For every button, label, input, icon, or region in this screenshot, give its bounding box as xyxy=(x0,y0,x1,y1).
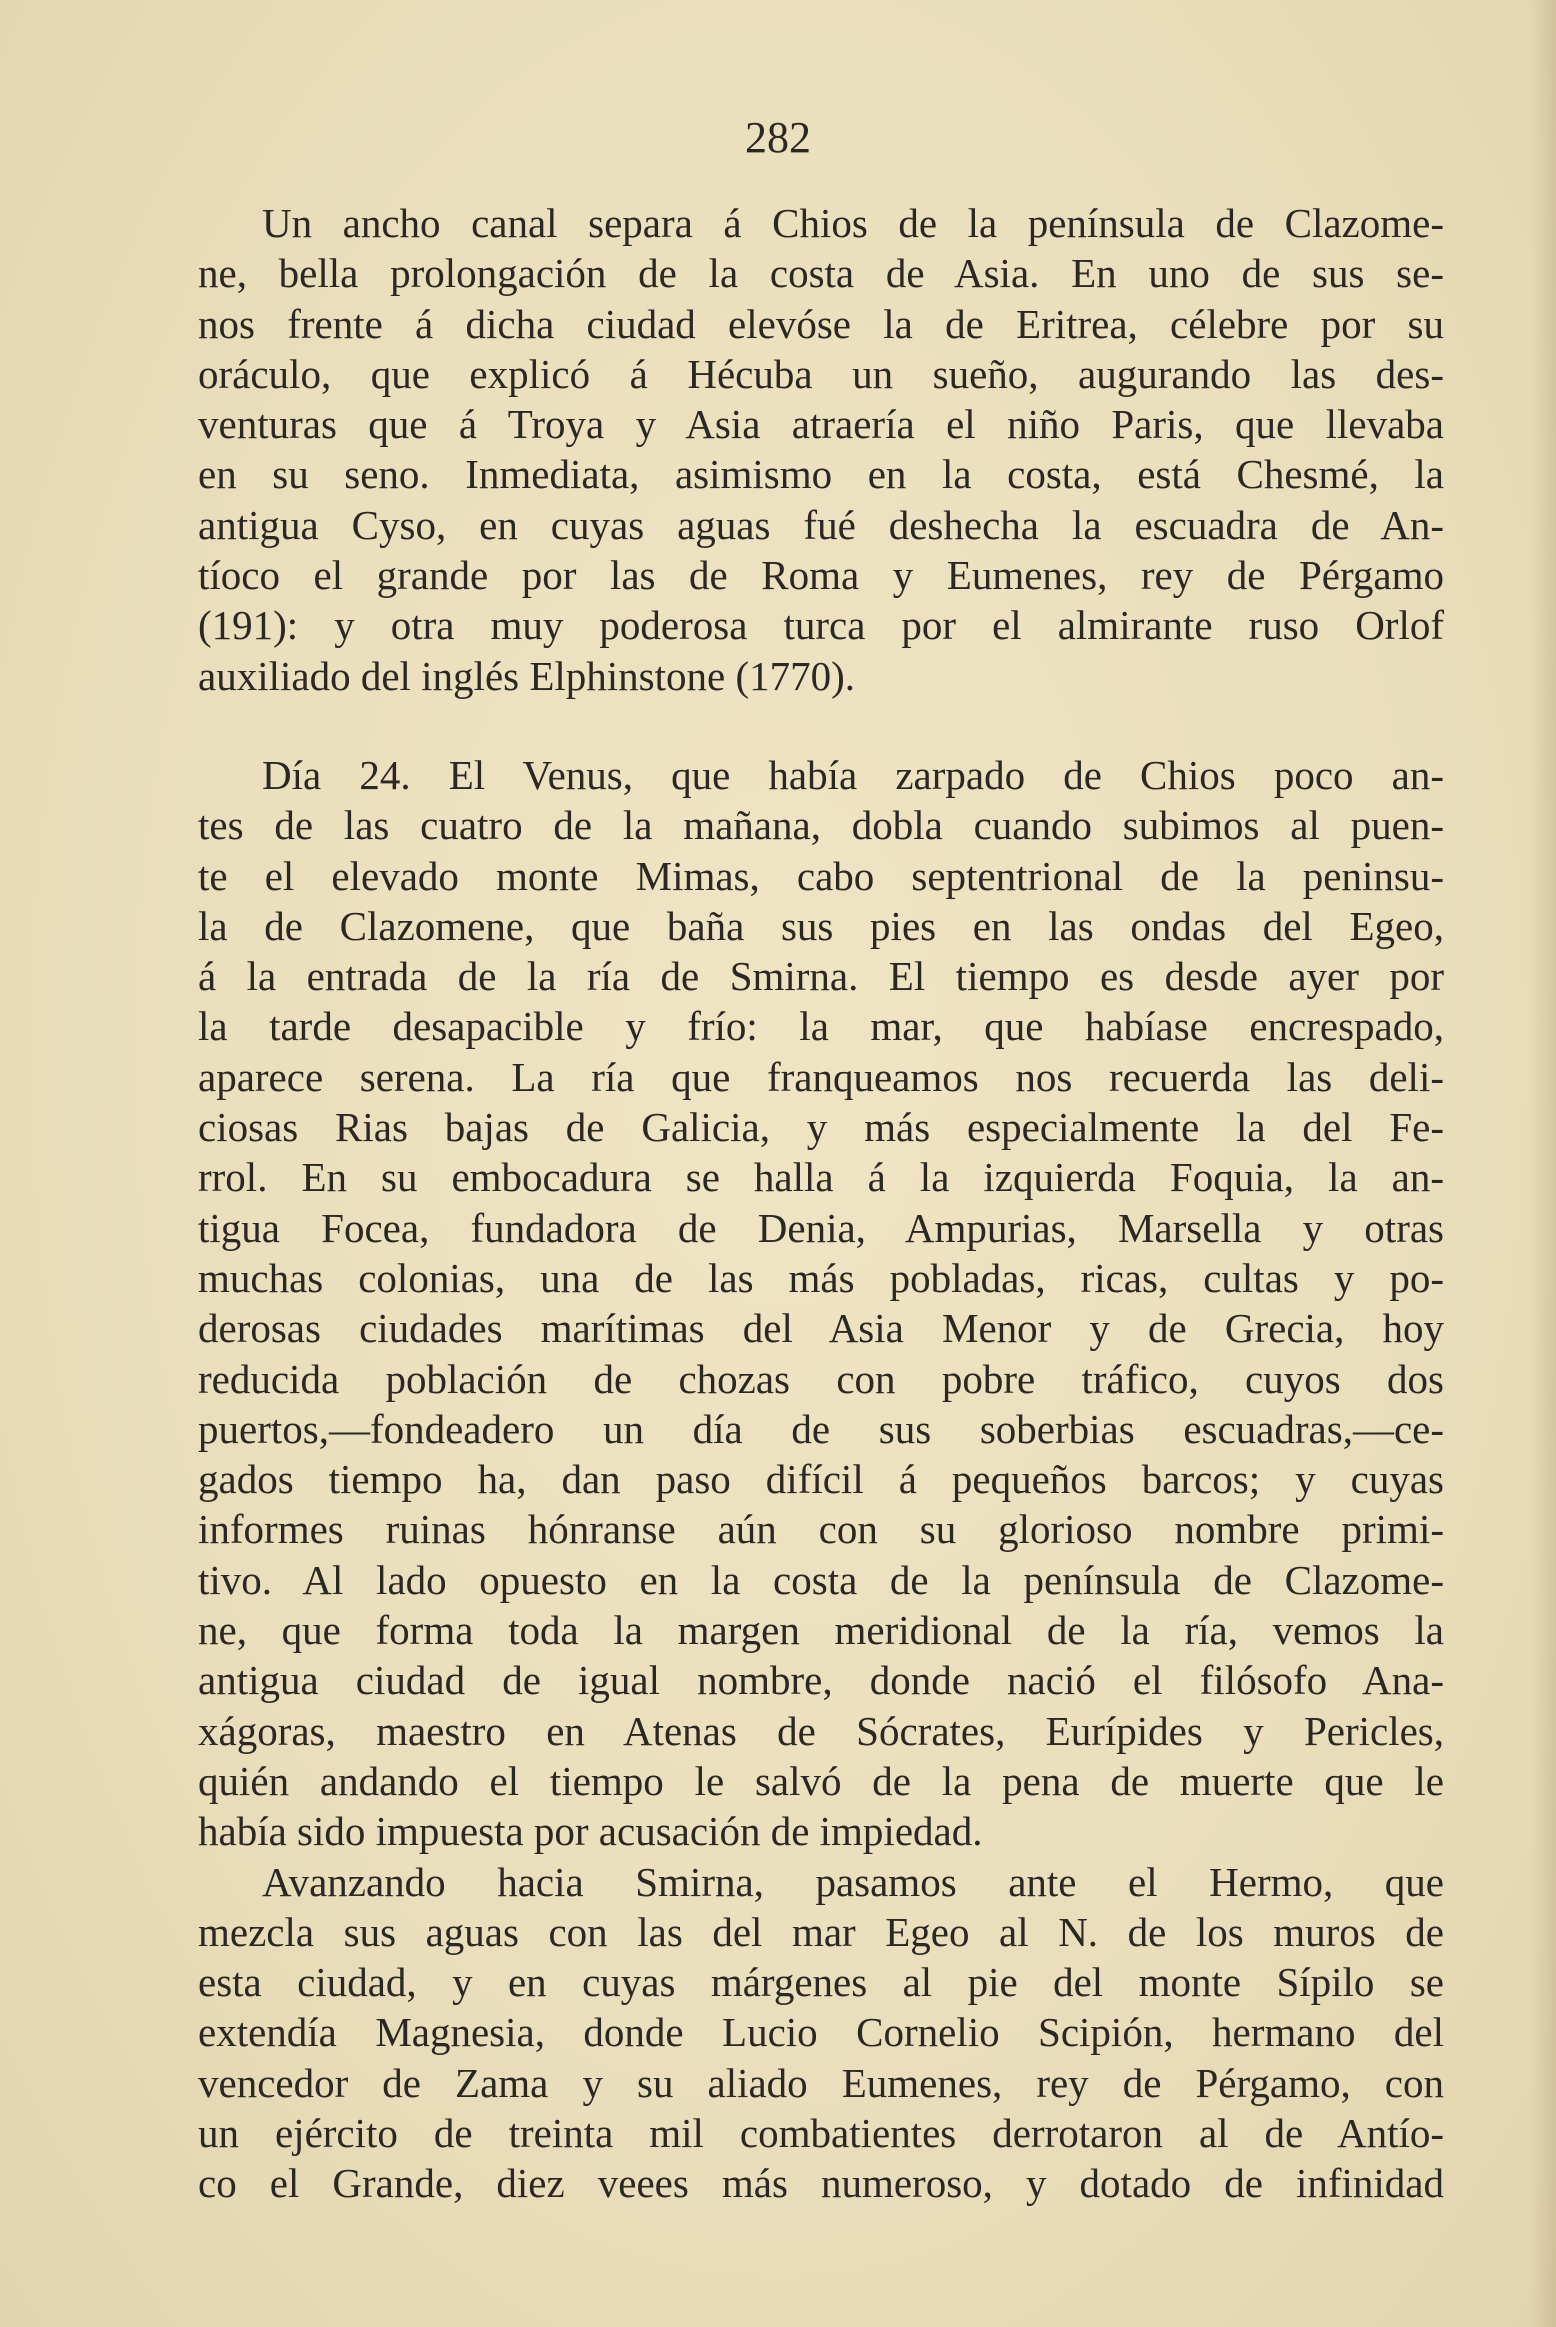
text-line: informes ruinas hónranse aún con su glorioso nombre primi- xyxy=(198,1506,1444,1553)
text-line: extendía Magnesia, donde Lucio Cornelio Scipión, hermano del xyxy=(198,2009,1444,2056)
text-line: xágoras, maestro en Atenas de Sócrates, Eurípides y Pericles, xyxy=(198,1707,1444,1754)
text-line: había sido impuesta por acusación de impiedad. xyxy=(198,1808,983,1855)
text-line: tivo. Al lado opuesto en la costa de la península de Clazome- xyxy=(198,1556,1444,1603)
text-line: ne, que forma toda la margen meridional de la ría, vemos la xyxy=(198,1607,1444,1654)
text-line: vencedor de Zama y su aliado Eumenes, rey de Pérgamo, con xyxy=(198,2059,1444,2106)
text-line: auxiliado del inglés Elphinstone (1770). xyxy=(198,652,856,699)
text-line: Día 24. El Venus, que había zarpado de Chios poco an- xyxy=(262,752,1444,798)
text-line: á la entrada de la ría de Smirna. El tiempo es desde ayer por xyxy=(198,953,1444,1000)
text-line: muchas colonias, una de las más pobladas, ricas, cultas y po- xyxy=(198,1254,1444,1301)
text-line: mezcla sus aguas con las del mar Egeo al N. de los muros de xyxy=(198,1908,1444,1955)
text-line: un ejército de treinta mil combatientes derrotaron al de Antío- xyxy=(198,2110,1444,2157)
text-line: tíoco el grande por las de Roma y Eumenes, rey de Pérgamo xyxy=(198,552,1444,599)
text-line: la de Clazomene, que baña sus pies en las ondas del Egeo, xyxy=(198,902,1444,949)
text-line: co el Grande, diez veees más numeroso, y dotado de infinidad xyxy=(198,2160,1444,2207)
text-line: quién andando el tiempo le salvó de la pena de muerte que le xyxy=(198,1757,1444,1804)
text-line: tes de las cuatro de la mañana, dobla cuando subimos al puen- xyxy=(198,802,1444,849)
text-line: ciosas Rias bajas de Galicia, y más especialmente la del Fe- xyxy=(198,1104,1444,1151)
text-line: oráculo, que explicó á Hécuba un sueño, augurando las des- xyxy=(198,350,1444,397)
text-line: gados tiempo ha, dan paso difícil á pequeños barcos; y cuyas xyxy=(198,1456,1444,1503)
text-line: en su seno. Inmediata, asimismo en la costa, está Chesmé, la xyxy=(198,451,1444,498)
text-line: venturas que á Troya y Asia atraería el niño Paris, que llevaba xyxy=(198,401,1444,448)
page-number: 282 xyxy=(745,113,811,162)
text-line: aparece serena. La ría que franqueamos nos recuerda las deli- xyxy=(198,1053,1444,1100)
page-edge-shadow xyxy=(1530,0,1556,2327)
text-line: derosas ciudades marítimas del Asia Menor y de Grecia, hoy xyxy=(198,1305,1444,1352)
text-line: nos frente á dicha ciudad elevóse la de Eritrea, célebre por su xyxy=(198,300,1444,347)
text-line: ne, bella prolongación de la costa de Asia. En uno de sus se- xyxy=(198,250,1444,297)
text-line: Un ancho canal separa á Chios de la península de Clazome- xyxy=(262,200,1444,246)
paragraph-2 xyxy=(198,750,1444,2209)
text-line: esta ciudad, y en cuyas márgenes al pie del monte Sípilo se xyxy=(198,1959,1444,2006)
text-line: Avanzando hacia Smirna, pasamos ante el Hermo, que xyxy=(262,1858,1444,1905)
text-line: tigua Focea, fundadora de Denia, Ampurias, Marsella y otras xyxy=(198,1204,1444,1251)
text-line: antigua Cyso, en cuyas aguas fué deshecha la escuadra de An- xyxy=(198,501,1444,548)
text-line: puertos,—fondeadero un día de sus soberbias escuadras,—ce- xyxy=(198,1405,1444,1452)
text-line: la tarde desapacible y frío: la mar, que habíase encrespado, xyxy=(198,1003,1444,1050)
paragraph-1 xyxy=(198,198,1444,701)
text-line: reducida población de chozas con pobre tráfico, cuyos dos xyxy=(198,1355,1444,1402)
text-line: antigua ciudad de igual nombre, donde nació el filósofo Ana- xyxy=(198,1657,1444,1704)
text-line: te el elevado monte Mimas, cabo septentrional de la peninsu- xyxy=(198,852,1444,899)
text-line: (191): y otra muy poderosa turca por el almirante ruso Orlof xyxy=(198,602,1444,649)
text-line: rrol. En su embocadura se halla á la izquierda Foquia, la an- xyxy=(198,1154,1444,1201)
